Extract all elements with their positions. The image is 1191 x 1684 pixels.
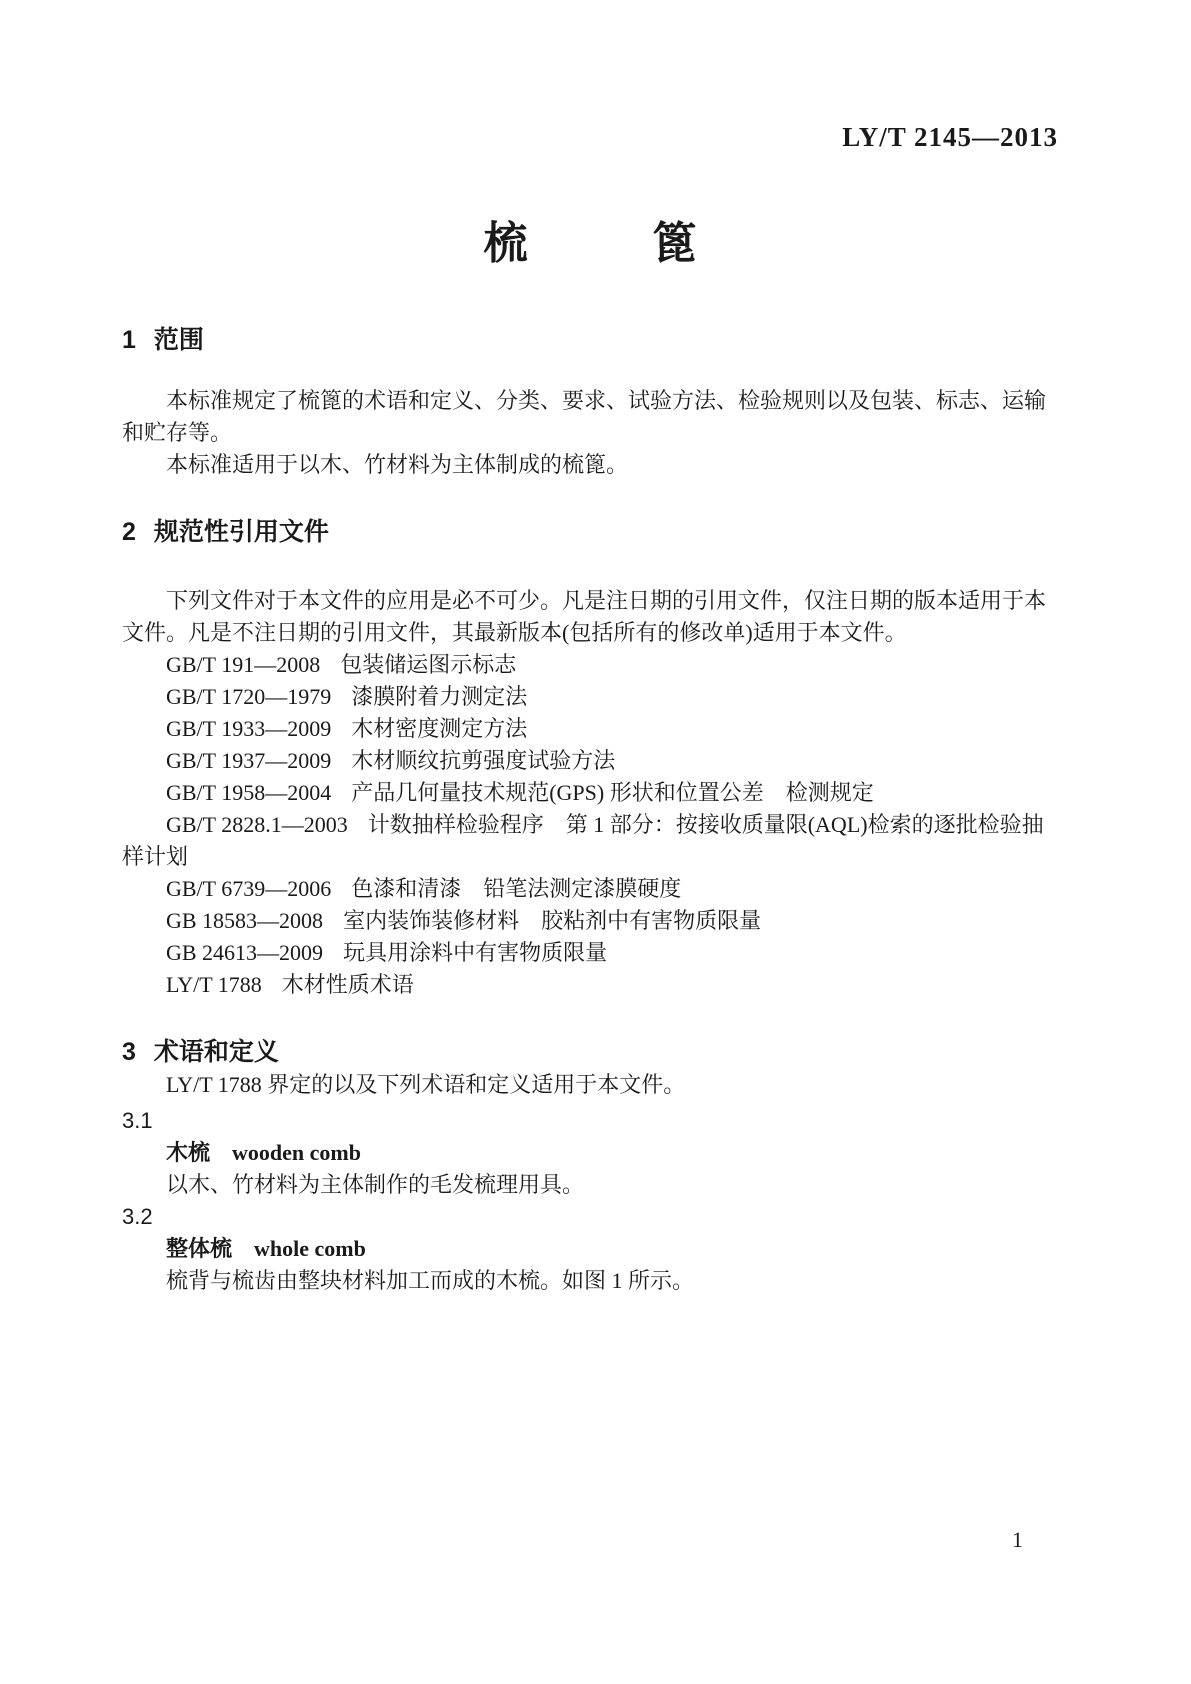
standard-number: LY/T 2145—2013 <box>842 122 1058 152</box>
scope-paragraph-1: 本标准规定了梳篦的术语和定义、分类、要求、试验方法、检验规则以及包装、标志、运输和贮存等。 <box>122 388 1047 445</box>
page-number: 1 <box>1012 1527 1023 1552</box>
term-name-en: whole comb <box>254 1236 366 1261</box>
reference-title: 计数抽样检验程序 第 1 部分：按接收质量限(AQL)检索的逐批检验抽样计划 <box>122 812 1044 869</box>
reference-title: 漆膜附着力测定法 <box>351 684 528 709</box>
reference-item <box>122 681 1058 713</box>
term-entry <box>122 1201 1058 1297</box>
terms-intro: LY/T 1788 界定的以及下列术语和定义适用于本文件。 <box>166 1072 686 1097</box>
term-definition: 梳背与梳齿由整块材料加工而成的木梳。如图 1 所示。 <box>166 1268 695 1293</box>
reference-code: GB/T 1933—2009 <box>166 716 332 741</box>
section-3-heading <box>122 1035 1058 1069</box>
reference-code: LY/T 1788 <box>166 972 262 997</box>
reference-title: 室内装饰装修材料 胶粘剂中有害物质限量 <box>343 908 762 933</box>
term-name-en: wooden comb <box>232 1140 361 1165</box>
document-title <box>122 220 1058 268</box>
reference-code: GB/T 6739—2006 <box>166 876 332 901</box>
reference-title: 包装储运图示标志 <box>340 652 517 677</box>
term-number: 3.2 <box>122 1204 153 1229</box>
reference-code: GB/T 1958—2004 <box>166 780 332 805</box>
reference-code: GB/T 1937—2009 <box>166 748 332 773</box>
reference-item <box>122 873 1058 905</box>
reference-code: GB/T 1720—1979 <box>166 684 332 709</box>
section-1-body <box>122 385 1058 481</box>
reference-code: GB 18583—2008 <box>166 908 324 933</box>
reference-item <box>122 777 1058 809</box>
scope-paragraph-2: 本标准适用于以木、竹材料为主体制成的梳篦。 <box>166 452 629 477</box>
title-char-2: 篦 <box>652 219 697 268</box>
reference-code: GB/T 2828.1—2003 <box>166 812 348 837</box>
term-entry <box>122 1105 1058 1201</box>
term-number: 3.1 <box>122 1108 153 1133</box>
section-1-number: 1 <box>122 326 136 354</box>
section-2-body <box>122 585 1058 1001</box>
section-3-number: 3 <box>122 1038 136 1066</box>
section-3-title: 术语和定义 <box>153 1038 279 1066</box>
reference-item <box>122 649 1058 681</box>
reference-title: 玩具用涂料中有害物质限量 <box>343 940 608 965</box>
reference-title: 木材顺纹抗剪强度试验方法 <box>351 748 616 773</box>
title-char-1: 梳 <box>483 219 528 268</box>
section-1-title: 范围 <box>153 326 204 354</box>
term-name <box>122 1137 1058 1169</box>
reference-code: GB 24613—2009 <box>166 940 324 965</box>
page-content <box>0 122 1191 1297</box>
reference-item <box>122 809 1058 873</box>
section-2-title: 规范性引用文件 <box>153 518 329 546</box>
term-name-zh: 木梳 <box>166 1140 211 1165</box>
normative-references-intro: 下列文件对于本文件的应用是必不可少。凡是注日期的引用文件，仅注日期的版本适用于本文件。凡是不注日期的引用文件，其最新版本(包括所有的修改单)适用于本文件。 <box>122 588 1047 645</box>
section-2-number: 2 <box>122 518 136 546</box>
reference-title: 木材性质术语 <box>281 972 414 997</box>
reference-item <box>122 905 1058 937</box>
reference-title: 色漆和清漆 铅笔法测定漆膜硬度 <box>351 876 682 901</box>
term-definition: 以木、竹材料为主体制作的毛发梳理用具。 <box>166 1172 585 1197</box>
section-2-heading <box>122 515 1058 549</box>
section-1-heading <box>122 323 1058 357</box>
reference-item <box>122 713 1058 745</box>
reference-item <box>122 745 1058 777</box>
reference-title: 产品几何量技术规范(GPS) 形状和位置公差 检测规定 <box>351 780 874 805</box>
reference-code: GB/T 191—2008 <box>166 652 321 677</box>
reference-item <box>122 937 1058 969</box>
reference-item <box>122 969 1058 1001</box>
term-name-zh: 整体梳 <box>166 1236 233 1261</box>
term-name <box>122 1233 1058 1265</box>
reference-title: 木材密度测定方法 <box>351 716 528 741</box>
terms-list <box>122 1105 1058 1297</box>
